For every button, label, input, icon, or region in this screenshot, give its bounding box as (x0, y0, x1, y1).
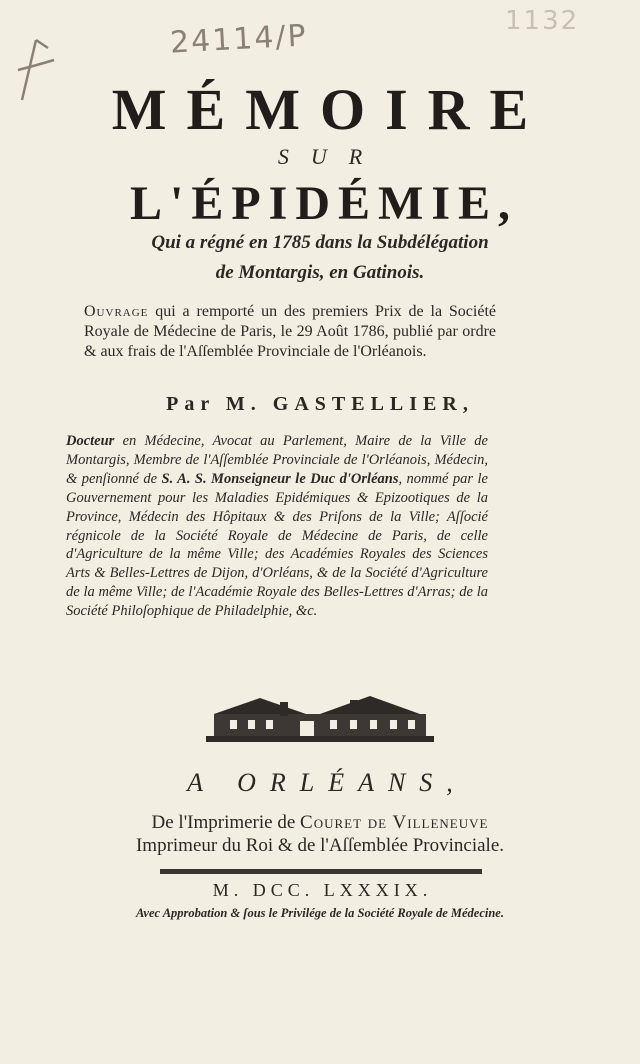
subtitle-line-1: Qui a régné en 1785 dans la Subdélégation (151, 232, 489, 253)
shelfmark-annotation: 24114/P (169, 18, 309, 61)
author-titles-part1: en Médecine, Avocat au Parlement, Maire de la Ville de Montargis, Membre de l'Aſſemblée Provinciale de l'Orléanois, Médecin, & penſionné de (66, 433, 488, 487)
imprint-printer-prefix: De l'Imprimerie de (151, 812, 301, 833)
author-patron: S. A. S. Monseigneur le Duc d'Orléans (161, 470, 399, 487)
decorative-rule (160, 869, 482, 874)
imprint-printer-title: Imprimeur du Roi & de l'Aſſemblée Provinciale. (135, 835, 505, 856)
title-memoire: MÉMOIRE (111, 77, 549, 142)
corner-number-annotation: 1132 (505, 6, 580, 36)
author-doctor-word: Docteur (66, 433, 115, 449)
imprint-printer-line (0, 812, 640, 834)
subtitle-line-2: de Montargis, en Gatinois. (215, 262, 425, 283)
imprint-year: M. DCC. LXXXIX. (212, 880, 433, 900)
description-text: qui a remporté un des premiers Prix de la Société Royale de Médecine de Paris, le 29 Août 1786, publié par ordre & aux frais de l'Aſſemblée Provinciale de l'Orléanois. (84, 303, 496, 360)
title-epidemie: L'ÉPIDÉMIE, (129, 177, 519, 230)
author-byline: Par M. GASTELLIER, (166, 393, 474, 415)
description-paragraph (84, 302, 496, 362)
imprint-printer-name: Couret de Villeneuve (300, 812, 489, 833)
description-lead: Ouvrage (84, 303, 149, 320)
imprint-place: A ORLÉANS, (187, 768, 467, 797)
author-titles-part2: , nommé par le Gouvernement pour les Maladies Epidémiques & Epizootiques de la Province, Médecin des Hôpitaux & des Priſons de la Ville; Aſſocié régnicole de la Société Royale de Médecine de Paris, de celle d'Agriculture de la même Ville; des Académies Royales des Sciences Arts & Belles-Lettres de Dijon, d'Orléans, & de la Société d'Agriculture de la même Ville; de l'Académie Royale des Belles-Lettres d'Arras; de la Société Philoſophique de Philadelphie, &c. (66, 470, 488, 620)
title-sur: SUR (277, 144, 385, 169)
author-titles (66, 432, 488, 621)
printer-vignette-icon (200, 694, 440, 750)
imprint-approbation: Avec Approbation & ſous le Privilége de la Société Royale de Médecine. (136, 906, 504, 920)
